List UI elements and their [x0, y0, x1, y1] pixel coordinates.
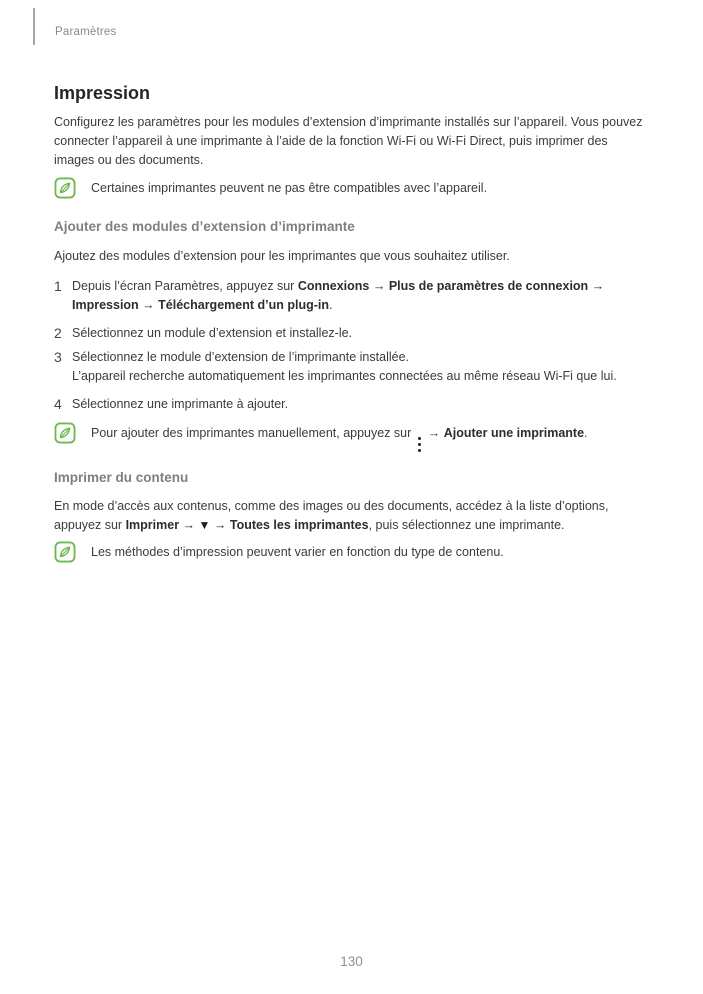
note-icon	[54, 422, 76, 444]
section-intro: Ajoutez des modules d’extension pour les imprimantes que vous souhaitez utiliser.	[54, 249, 510, 263]
step-text: Sélectionnez une imprimante à ajouter.	[72, 397, 289, 411]
more-options-icon	[418, 437, 422, 453]
step-number: 3	[54, 349, 62, 365]
step-number: 2	[54, 325, 62, 341]
note-text: Les méthodes d’impression peuvent varier en fonction du type de contenu.	[91, 545, 504, 559]
step-item-4	[54, 395, 649, 414]
step-text-detail: L’appareil recherche automatiquement les imprimantes connectées au même réseau Wi-Fi que lui.	[72, 369, 617, 383]
dropdown-triangle-icon: ▼	[198, 518, 211, 532]
note-manual-add	[54, 422, 649, 452]
page-title: Impression	[54, 83, 151, 103]
note-text: Pour ajouter des imprimantes manuellement, appuyez sur → Ajouter une imprimante.	[91, 422, 588, 452]
step-text: Depuis l’écran Paramètres, appuyez sur Connexions → Plus de paramètres de connexion → Impression → Téléchargement d’un plug-in.	[72, 279, 605, 312]
section-heading-print-content: Imprimer du contenu	[54, 470, 189, 485]
section-heading-add-plugins: Ajouter des modules d’extension d’imprimante	[54, 219, 355, 234]
note-text: Certaines imprimantes peuvent ne pas être compatibles avec l’appareil.	[91, 181, 488, 195]
note-compatibility	[54, 177, 649, 199]
note-icon	[54, 541, 76, 563]
step-number: 1	[54, 278, 62, 294]
page-number: 130	[340, 954, 363, 969]
intro-paragraph: Configurez les paramètres pour les modules d’extension d’imprimante installés sur l’appareil. Vous pouvez connecter l’appareil à une imprimante à l’aide de la fonction Wi-Fi ou Wi-Fi Direct, puis imprimer des images ou des documents.	[54, 115, 643, 167]
step-item-3	[54, 348, 649, 386]
step-text: Sélectionnez un module d’extension et installez-le.	[72, 326, 353, 340]
note-icon	[54, 177, 76, 199]
page-content	[54, 83, 649, 563]
print-content-paragraph: En mode d’accès aux contenus, comme des images ou des documents, accédez à la liste d’options, appuyez sur Imprimer → ▼ → Toutes les imprimantes, puis sélectionnez une imprimante.	[54, 499, 609, 532]
step-item-2	[54, 324, 649, 343]
breadcrumb: Paramètres	[55, 26, 117, 38]
step-text	[72, 348, 649, 386]
step-number: 4	[54, 396, 62, 412]
step-item-1	[54, 277, 649, 315]
note-print-methods	[54, 541, 649, 563]
header-divider	[33, 8, 35, 45]
step-text-main: Sélectionnez le module d’extension de l’imprimante installée.	[72, 350, 409, 364]
steps-list	[54, 277, 649, 414]
